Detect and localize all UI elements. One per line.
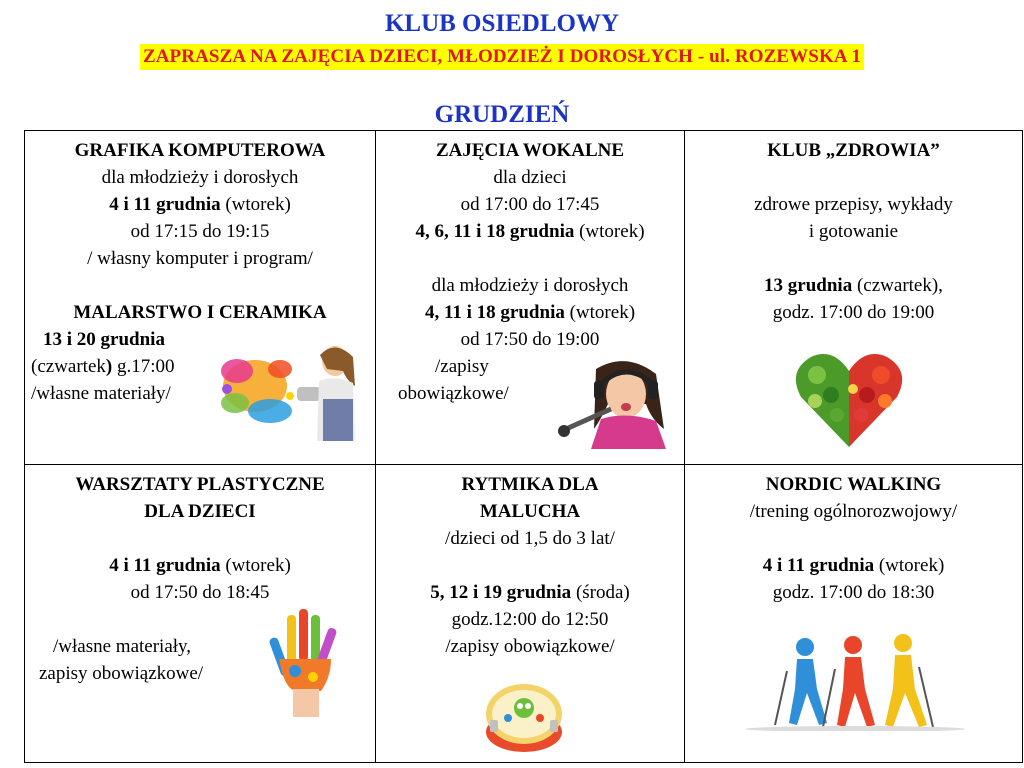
- warsztaty-note-1: /własne materiały,: [53, 636, 192, 657]
- malarstwo-day-line: (czwartek) g.17:00: [31, 356, 175, 377]
- warsztaty-title-2: DLA DZIECI: [144, 501, 256, 522]
- rytmika-title-2: MALUCHA: [479, 501, 581, 522]
- malarstwo-title: MALARSTWO I CERAMIKA: [73, 302, 327, 323]
- warsztaty-title-1: WARSZTATY PLASTYCZNE: [75, 474, 325, 495]
- rytmika-audience: /dzieci od 1,5 do 3 lat/: [445, 528, 615, 549]
- wokalne-hours-kids: od 17:00 do 17:45: [460, 194, 600, 215]
- nordic-hours: godz. 17:00 do 18:30: [772, 582, 935, 603]
- subtitle-wrapper: [0, 44, 1004, 70]
- cell-grafika-malarstwo: [25, 131, 376, 465]
- painting-girl-image: [215, 341, 370, 441]
- grafika-dates: 4 i 11 grudnia: [109, 194, 221, 215]
- wokalne-hours-adults: od 17:50 do 19:00: [460, 329, 600, 350]
- cell-wokalne: [376, 131, 685, 465]
- nordic-dates-line: 4 i 11 grudnia (wtorek): [762, 555, 945, 576]
- wokalne-note-1: /zapisy: [435, 356, 489, 377]
- singing-girl-image: [556, 359, 674, 449]
- cell-rytmika: [376, 465, 685, 763]
- painted-hand-image: [265, 607, 343, 717]
- wokalne-dates-adults-line: 4, 11 i 18 grudnia (wtorek): [424, 302, 636, 323]
- grafika-hours: od 17:15 do 19:15: [130, 221, 270, 242]
- schedule-row: [25, 465, 1023, 763]
- grafika-dates-line: [29, 191, 371, 218]
- malarstwo-dates: 13 i 20 grudnia: [43, 329, 165, 350]
- wokalne-dates-kids-line: 4, 6, 11 i 18 grudnia (wtorek): [415, 221, 645, 242]
- nordic-walkers-image: [735, 631, 975, 731]
- month-heading: GRUDZIEŃ: [434, 101, 570, 128]
- warsztaty-hours: od 17:50 do 18:45: [130, 582, 270, 603]
- grafika-title: GRAFIKA KOMPUTEROWA: [74, 140, 326, 161]
- wokalne-audience-kids: dla dzieci: [493, 167, 567, 188]
- zdrowie-desc-1: zdrowe przepisy, wykłady: [754, 194, 953, 215]
- wokalne-title: ZAJĘCIA WOKALNE: [435, 140, 625, 161]
- grafika-audience: dla młodzieży i dorosłych: [101, 167, 299, 188]
- rytmika-title-1: RYTMIKA DLA: [461, 474, 599, 495]
- cell-zdrowie: [685, 131, 1023, 465]
- warsztaty-dates-line: 4 i 11 grudnia (wtorek): [109, 555, 291, 576]
- schedule-row: [25, 131, 1023, 465]
- invitation-subtitle: ZAPRASZA NA ZAJĘCIA DZIECI, MŁODZIEŻ I DOROSŁYCH - ul. ROZEWSKA 1: [140, 44, 864, 70]
- zdrowie-title: KLUB „ZDROWIA”: [767, 140, 940, 161]
- cell-nordic: [685, 465, 1023, 763]
- zdrowie-desc-2: i gotowanie: [808, 221, 899, 242]
- page-title: KLUB OSIEDLOWY: [384, 10, 620, 37]
- zdrowie-dates-line: 13 grudnia (czwartek),: [764, 275, 943, 296]
- vegetable-heart-image: [793, 349, 905, 449]
- malarstwo-note: /własne materiały/: [31, 383, 171, 404]
- zdrowie-hours: godz. 17:00 do 19:00: [772, 302, 935, 323]
- wokalne-audience-adults: dla młodzieży i dorosłych: [431, 275, 629, 296]
- wokalne-note-2: obowiązkowe/: [398, 383, 509, 404]
- nordic-title: NORDIC WALKING: [765, 474, 942, 495]
- grafika-day: (wtorek): [220, 194, 291, 215]
- rytmika-note: /zapisy obowiązkowe/: [445, 636, 615, 657]
- nordic-desc: /trening ogólnorozwojowy/: [749, 501, 958, 522]
- cell-warsztaty: [25, 465, 376, 763]
- warsztaty-note-2: zapisy obowiązkowe/: [39, 663, 204, 684]
- grafika-note: / własny komputer i program/: [87, 248, 313, 269]
- tambourine-image: [482, 680, 566, 756]
- rytmika-hours: godz.12:00 do 12:50: [451, 609, 609, 630]
- rytmika-dates-line: 5, 12 i 19 grudnia (środa): [430, 582, 630, 603]
- schedule-table: [24, 130, 1023, 763]
